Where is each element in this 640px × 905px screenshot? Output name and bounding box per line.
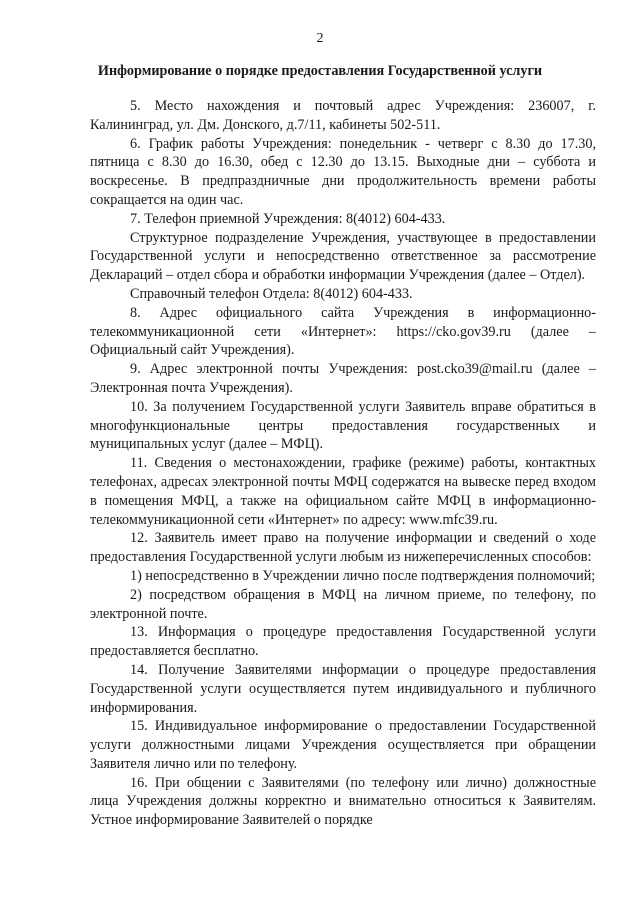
paragraph-5-location: 5. Место нахождения и почтовый адрес Учреждения: 236007, г. Калининград, ул. Дм. Донского, д.7/11, кабинеты 502-511. <box>90 98 596 133</box>
paragraph-department-phone: Справочный телефон Отдела: 8(4012) 604-433. <box>130 285 413 302</box>
list-item-1: 1) непосредственно в Учреждении лично после подтверждения полномочий; <box>130 567 596 584</box>
paragraph-12-rights: 12. Заявитель имеет право на получение информации и сведений о ходе предоставления Государственной услуги любым из нижеперечисленных способов: <box>90 530 596 566</box>
paragraph-14-informing: 14. Получение Заявителями информации о процедуре предоставления Государственной услуги осуществляется путем индивидуального и публичного информирования. <box>90 661 596 716</box>
paragraph-11-mfc-info: 11. Сведения о местонахождении, графике (режиме) работы, контактных телефонах, адресах электронной почты МФЦ содержатся на вывеске перед входом в помещения МФЦ, а также на официальном сайте МФЦ в информационно-телекоммуникационной сети «Интернет» по адресу: www.mfc39.ru. <box>90 455 596 528</box>
paragraph-10-mfc: 10. За получением Государственной услуги Заявитель вправе обратиться в многофункциональные центры предоставления государственных и муниципальных услуг (далее – МФЦ). <box>90 398 596 453</box>
page-number: 2 <box>316 31 324 46</box>
paragraph-13-free: 13. Информация о процедуре предоставления Государственной услуги предоставляется бесплатно. <box>90 624 596 660</box>
paragraph-7-phone: 7. Телефон приемной Учреждения: 8(4012) 604-433. <box>130 210 446 227</box>
document-body <box>90 97 596 830</box>
paragraph-9-email: 9. Адрес электронной почты Учреждения: post.cko39@mail.ru (далее – Электронная почта Учреждения). <box>90 361 596 396</box>
paragraph-6-schedule: 6. График работы Учреждения: понедельник - четверг с 8.30 до 17.30, пятница с 8.30 до 16.30, обед с 12.30 до 13.15. Выходные дни – суббота и воскресенье. В предпраздничные дни продолжительность времени работы сокращается на один час. <box>90 135 596 208</box>
paragraph-15-individual: 15. Индивидуальное информирование о предоставлении Государственной услуги должностными лицами Учреждения осуществляется при обращении Заявителя лично или по телефону. <box>90 718 596 772</box>
list-item-2: 2) посредством обращения в МФЦ на личном приеме, по телефону, по электронной почте. <box>90 586 596 622</box>
paragraph-department: Структурное подразделение Учреждения, участвующее в предоставлении Государственной услуги и непосредственно ответственное за рассмотрение Деклараций – отдел сбора и обработки информации Учреждения (далее – Отдел). <box>90 229 596 284</box>
paragraph-16-communication: 16. При общении с Заявителями (по телефону или лично) должностные лица Учреждения должны корректно и внимательно относиться к Заявителям. Устное информирование Заявителей о порядке <box>90 774 596 829</box>
section-title: Информирование о порядке предоставления Государственной услуги <box>97 63 543 79</box>
paragraph-8-website: 8. Адрес официального сайта Учреждения в информационно-телекоммуникационной сети «Интернет»: https://cko.gov39.ru (далее – Официальный сайт Учреждения). <box>90 304 596 359</box>
